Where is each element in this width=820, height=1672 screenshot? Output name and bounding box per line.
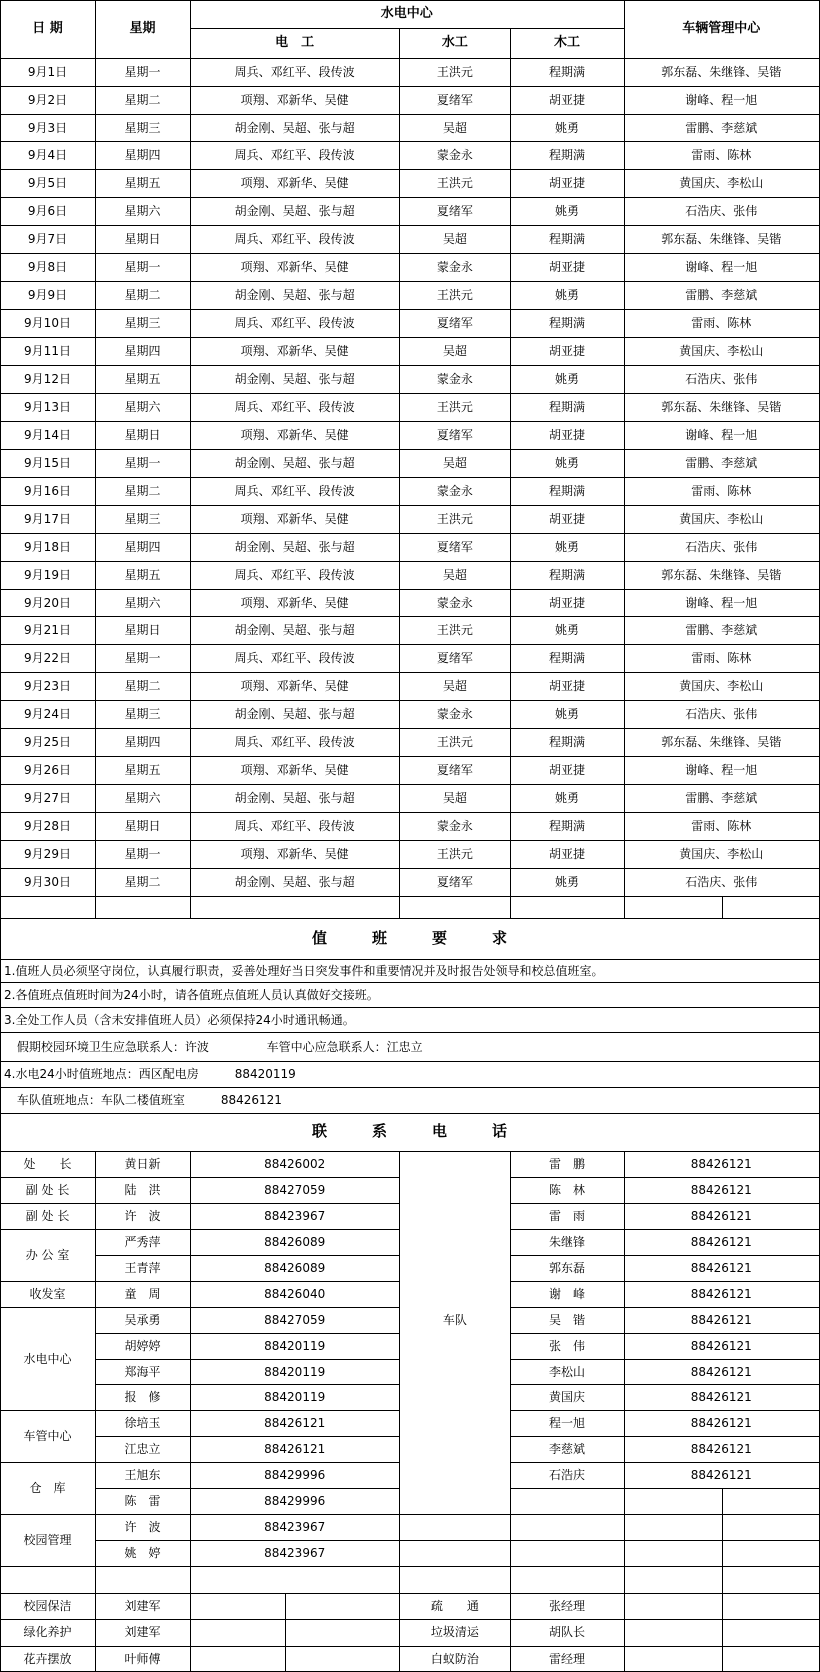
plumber-cell: 蒙金永	[436, 260, 473, 275]
electrician-cell: 周兵、邓红平、段传波	[234, 232, 355, 247]
plumber-cell: 蒙金永	[436, 148, 473, 163]
electrician-cell: 周兵、邓红平、段传波	[234, 651, 355, 666]
plumber-cell: 吴超	[442, 232, 467, 247]
date-cell: 9月22日	[24, 651, 71, 666]
service-item: 白蚁防治	[430, 1651, 479, 1666]
vehicle-cell: 谢峰、程一旭	[685, 595, 758, 610]
contact-name: 徐培玉	[124, 1416, 161, 1431]
fleet-contact-name: 石浩庆	[548, 1468, 585, 1483]
header-plumber: 水工	[441, 35, 468, 51]
carpenter-cell: 程期满	[548, 819, 585, 834]
carpenter-cell: 姚勇	[554, 120, 579, 135]
weekday-cell: 星期四	[124, 735, 161, 750]
weekday-cell: 星期一	[124, 846, 161, 861]
electrician-cell: 胡金刚、吴超、张与超	[234, 707, 355, 722]
contact-phone: 88427059	[264, 1182, 326, 1197]
plumber-cell: 王洪元	[436, 64, 473, 79]
carpenter-cell: 姚勇	[554, 707, 579, 722]
electrician-cell: 胡金刚、吴超、张与超	[234, 288, 355, 303]
contact-group-vehicle: 车管中心	[23, 1429, 72, 1444]
date-cell: 9月27日	[24, 791, 71, 806]
weekday-cell: 星期四	[124, 344, 161, 359]
vehicle-cell: 黄国庆、李松山	[679, 176, 764, 191]
carpenter-cell: 胡亚捷	[548, 595, 585, 610]
carpenter-cell: 程期满	[548, 483, 585, 498]
service-item: 花卉摆放	[23, 1651, 72, 1666]
header-electrician: 电 工	[275, 35, 315, 51]
vehicle-cell: 黄国庆、李松山	[679, 511, 764, 526]
service-item: 绿化养护	[23, 1625, 72, 1640]
date-cell: 9月4日	[27, 148, 68, 163]
plumber-cell: 夏绪军	[436, 92, 473, 107]
carpenter-cell: 姚勇	[554, 371, 579, 386]
carpenter-cell: 胡亚捷	[548, 763, 585, 778]
carpenter-cell: 胡亚捷	[548, 679, 585, 694]
weekday-cell: 星期六	[124, 399, 161, 414]
carpenter-cell: 胡亚捷	[548, 344, 585, 359]
date-cell: 9月18日	[24, 539, 71, 554]
carpenter-cell: 程期满	[548, 567, 585, 582]
carpenter-cell: 姚勇	[554, 455, 579, 470]
fleet-location: 车队值班地点：车队二楼值班室 88426121	[16, 1092, 282, 1107]
electrician-cell: 周兵、邓红平、段传波	[234, 316, 355, 331]
header-date: 日 期	[32, 21, 63, 37]
date-cell: 9月23日	[24, 679, 71, 694]
plumber-cell: 吴超	[442, 791, 467, 806]
vehicle-cell: 石浩庆、张伟	[685, 539, 758, 554]
vehicle-cell: 黄国庆、李松山	[679, 846, 764, 861]
fleet-contact-phone: 88426121	[690, 1208, 752, 1223]
vehicle-cell: 谢峰、程一旭	[685, 92, 758, 107]
vehicle-cell: 石浩庆、张伟	[685, 204, 758, 219]
vehicle-cell: 雷鹏、李慈斌	[685, 120, 758, 135]
service-provider: 刘建军	[124, 1625, 161, 1640]
contact-phone: 88426089	[264, 1260, 326, 1275]
date-cell: 9月24日	[24, 707, 71, 722]
weekday-cell: 星期四	[124, 148, 161, 163]
date-cell: 9月9日	[27, 288, 68, 303]
contact-phone: 88420119	[264, 1390, 326, 1405]
fleet-contact-name: 吴 锴	[548, 1312, 585, 1327]
vehicle-cell: 谢峰、程一旭	[685, 260, 758, 275]
vehicle-cell: 黄国庆、李松山	[679, 344, 764, 359]
weekday-cell: 星期六	[124, 204, 161, 219]
service-item: 校园保洁	[23, 1599, 72, 1614]
weekday-cell: 星期四	[124, 539, 161, 554]
carpenter-cell: 程期满	[548, 651, 585, 666]
vehicle-cell: 郭东磊、朱继锋、吴锴	[661, 64, 782, 79]
contact-name: 陆 洪	[124, 1182, 161, 1197]
date-cell: 9月20日	[24, 595, 71, 610]
vehicle-cell: 雷鹏、李慈斌	[685, 791, 758, 806]
electrician-cell: 项翔、邓新华、吴健	[240, 427, 349, 442]
weekday-cell: 星期一	[124, 64, 161, 79]
vehicle-cell: 雷雨、陈林	[691, 483, 752, 498]
plumber-cell: 王洪元	[436, 511, 473, 526]
carpenter-cell: 胡亚捷	[548, 176, 585, 191]
fleet-contact-name: 雷 鹏	[548, 1156, 585, 1171]
vehicle-cell: 石浩庆、张伟	[685, 371, 758, 386]
date-cell: 9月29日	[24, 846, 71, 861]
electrician-cell: 项翔、邓新华、吴健	[240, 679, 349, 694]
plumber-cell: 王洪元	[436, 846, 473, 861]
weekday-cell: 星期一	[124, 455, 161, 470]
plumber-cell: 蒙金永	[436, 707, 473, 722]
fleet-contact-phone: 88426121	[690, 1182, 752, 1197]
header-carpenter: 木工	[553, 35, 580, 51]
fleet-contact-name: 黄国庆	[548, 1390, 585, 1405]
fleet-contact-phone: 88426121	[690, 1442, 752, 1457]
contact-name: 江忠立	[124, 1442, 161, 1457]
weekday-cell: 星期日	[124, 819, 161, 834]
carpenter-cell: 胡亚捷	[548, 260, 585, 275]
carpenter-cell: 姚勇	[554, 623, 579, 638]
contact-name: 王青萍	[124, 1260, 161, 1275]
contact-group-office: 办 公 室	[25, 1247, 70, 1262]
contact-group-deputy1: 副 处 长	[25, 1182, 70, 1197]
vehicle-cell: 黄国庆、李松山	[679, 679, 764, 694]
fleet-contact-name: 郭东磊	[548, 1260, 585, 1275]
plumber-cell: 吴超	[442, 567, 467, 582]
plumber-cell: 王洪元	[436, 735, 473, 750]
electrician-cell: 项翔、邓新华、吴健	[240, 595, 349, 610]
weekday-cell: 星期五	[124, 371, 161, 386]
service-provider: 胡队长	[548, 1625, 585, 1640]
date-cell: 9月21日	[24, 623, 71, 638]
plumber-cell: 王洪元	[436, 176, 473, 191]
plumber-cell: 夏绪军	[436, 539, 473, 554]
weekday-cell: 星期二	[124, 288, 161, 303]
contact-phone: 88420119	[264, 1338, 326, 1353]
service-provider: 雷经理	[548, 1651, 585, 1666]
contact-name: 胡婷婷	[124, 1338, 161, 1353]
electrician-cell: 胡金刚、吴超、张与超	[234, 623, 355, 638]
service-provider: 张经理	[548, 1599, 585, 1614]
plumber-cell: 蒙金永	[436, 595, 473, 610]
vehicle-cell: 石浩庆、张伟	[685, 874, 758, 889]
contact-group-campus: 校园管理	[23, 1533, 72, 1548]
weekday-cell: 星期三	[124, 511, 161, 526]
plumber-cell: 吴超	[442, 120, 467, 135]
requirement-line: 4.水电24小时值班地点：西区配电房 88420119	[4, 1067, 296, 1082]
vehicle-cell: 雷鹏、李慈斌	[685, 623, 758, 638]
fleet-contact-name: 雷 雨	[548, 1208, 585, 1223]
contact-group-utility: 水电中心	[23, 1351, 72, 1366]
date-cell: 9月15日	[24, 455, 71, 470]
plumber-cell: 夏绪军	[436, 763, 473, 778]
electrician-cell: 项翔、邓新华、吴健	[240, 176, 349, 191]
carpenter-cell: 胡亚捷	[548, 511, 585, 526]
carpenter-cell: 姚勇	[554, 874, 579, 889]
fleet-contact-phone: 88426121	[690, 1416, 752, 1431]
electrician-cell: 项翔、邓新华、吴健	[240, 344, 349, 359]
vehicle-cell: 郭东磊、朱继锋、吴锴	[661, 399, 782, 414]
date-cell: 9月5日	[27, 176, 68, 191]
electrician-cell: 项翔、邓新华、吴健	[240, 260, 349, 275]
plumber-cell: 吴超	[442, 679, 467, 694]
emergency-contact-campus: 假期校园环境卫生应急联系人：许波	[16, 1039, 209, 1054]
date-cell: 9月17日	[24, 511, 71, 526]
date-cell: 9月25日	[24, 735, 71, 750]
date-cell: 9月3日	[27, 120, 68, 135]
vehicle-cell: 雷雨、陈林	[691, 651, 752, 666]
fleet-contact-phone: 88426121	[690, 1260, 752, 1275]
date-cell: 9月30日	[24, 874, 71, 889]
vehicle-cell: 谢峰、程一旭	[685, 763, 758, 778]
fleet-contact-phone: 88426121	[690, 1364, 752, 1379]
electrician-cell: 胡金刚、吴超、张与超	[234, 120, 355, 135]
carpenter-cell: 胡亚捷	[548, 92, 585, 107]
fleet-contact-phone: 88426121	[690, 1338, 752, 1353]
weekday-cell: 星期二	[124, 874, 161, 889]
contact-group-fleet: 车队	[442, 1312, 467, 1327]
vehicle-cell: 雷雨、陈林	[691, 316, 752, 331]
weekday-cell: 星期六	[124, 595, 161, 610]
carpenter-cell: 程期满	[548, 735, 585, 750]
carpenter-cell: 姚勇	[554, 791, 579, 806]
weekday-cell: 星期二	[124, 483, 161, 498]
contact-name: 童 周	[124, 1286, 161, 1301]
weekday-cell: 星期五	[124, 567, 161, 582]
electrician-cell: 周兵、邓红平、段传波	[234, 735, 355, 750]
electrician-cell: 胡金刚、吴超、张与超	[234, 874, 355, 889]
contact-name: 许 波	[124, 1520, 161, 1535]
weekday-cell: 星期日	[124, 232, 161, 247]
requirement-line: 1.值班人员必须坚守岗位，认真履行职责，妥善处理好当日突发事件和重要情况并及时报告处领导和校总值班室。	[4, 963, 604, 978]
contact-name: 黄日新	[124, 1156, 161, 1171]
requirement-line: 3.全处工作人员（含未安排值班人员）必须保持24小时通讯畅通。	[4, 1012, 355, 1027]
carpenter-cell: 姚勇	[554, 539, 579, 554]
service-item: 垃圾清运	[430, 1625, 479, 1640]
fleet-contact-name: 张 伟	[548, 1338, 585, 1353]
service-item: 疏 通	[430, 1599, 479, 1614]
electrician-cell: 周兵、邓红平、段传波	[234, 819, 355, 834]
contact-phone: 88426121	[264, 1416, 326, 1431]
weekday-cell: 星期三	[124, 707, 161, 722]
weekday-cell: 星期二	[124, 92, 161, 107]
fleet-contact-name: 朱继锋	[548, 1234, 585, 1249]
electrician-cell: 周兵、邓红平、段传波	[234, 148, 355, 163]
weekday-cell: 星期三	[124, 316, 161, 331]
contact-name: 陈 雷	[124, 1494, 161, 1509]
weekday-cell: 星期三	[124, 120, 161, 135]
carpenter-cell: 姚勇	[554, 204, 579, 219]
plumber-cell: 夏绪军	[436, 874, 473, 889]
vehicle-cell: 郭东磊、朱继锋、吴锴	[661, 232, 782, 247]
carpenter-cell: 程期满	[548, 316, 585, 331]
carpenter-cell: 姚勇	[554, 288, 579, 303]
contact-name: 严秀萍	[124, 1234, 161, 1249]
electrician-cell: 项翔、邓新华、吴健	[240, 763, 349, 778]
date-cell: 9月11日	[24, 344, 71, 359]
service-provider: 叶师傅	[124, 1651, 161, 1666]
electrician-cell: 项翔、邓新华、吴健	[240, 92, 349, 107]
contact-phone: 88426040	[264, 1286, 326, 1301]
weekday-cell: 星期日	[124, 427, 161, 442]
fleet-contact-phone: 88426121	[690, 1468, 752, 1483]
contact-phone: 88423967	[264, 1208, 326, 1223]
electrician-cell: 项翔、邓新华、吴健	[240, 511, 349, 526]
emergency-contact-vehicle: 车管中心应急联系人：江忠立	[266, 1039, 423, 1054]
vehicle-cell: 雷雨、陈林	[691, 148, 752, 163]
weekday-cell: 星期一	[124, 260, 161, 275]
weekday-cell: 星期五	[124, 176, 161, 191]
fleet-contact-phone: 88426121	[690, 1156, 752, 1171]
date-cell: 9月1日	[27, 64, 68, 79]
date-cell: 9月26日	[24, 763, 71, 778]
fleet-contact-phone: 88426121	[690, 1286, 752, 1301]
contact-phone: 88423967	[264, 1520, 326, 1535]
header-vehicle-center: 车辆管理中心	[682, 21, 761, 37]
electrician-cell: 胡金刚、吴超、张与超	[234, 539, 355, 554]
electrician-cell: 胡金刚、吴超、张与超	[234, 791, 355, 806]
date-cell: 9月6日	[27, 204, 68, 219]
weekday-cell: 星期五	[124, 763, 161, 778]
contact-phone: 88426089	[264, 1234, 326, 1249]
plumber-cell: 王洪元	[436, 623, 473, 638]
vehicle-cell: 郭东磊、朱继锋、吴锴	[661, 567, 782, 582]
carpenter-cell: 胡亚捷	[548, 846, 585, 861]
date-cell: 9月16日	[24, 483, 71, 498]
weekday-cell: 星期一	[124, 651, 161, 666]
vehicle-cell: 雷鹏、李慈斌	[685, 288, 758, 303]
contact-name: 许 波	[124, 1208, 161, 1223]
electrician-cell: 胡金刚、吴超、张与超	[234, 455, 355, 470]
electrician-cell: 周兵、邓红平、段传波	[234, 64, 355, 79]
contact-group-warehouse: 仓 库	[29, 1481, 66, 1496]
contact-phone: 88427059	[264, 1312, 326, 1327]
vehicle-cell: 谢峰、程一旭	[685, 427, 758, 442]
date-cell: 9月10日	[24, 316, 71, 331]
fleet-contact-name: 谢 峰	[548, 1286, 585, 1301]
plumber-cell: 夏绪军	[436, 316, 473, 331]
date-cell: 9月28日	[24, 819, 71, 834]
header-weekday: 星期	[129, 21, 156, 37]
fleet-contact-phone: 88426121	[690, 1312, 752, 1327]
service-provider: 刘建军	[124, 1599, 161, 1614]
date-cell: 9月14日	[24, 427, 71, 442]
electrician-cell: 胡金刚、吴超、张与超	[234, 204, 355, 219]
plumber-cell: 夏绪军	[436, 427, 473, 442]
contact-phone: 88426121	[264, 1442, 326, 1457]
date-cell: 9月8日	[27, 260, 68, 275]
contact-group-director: 处 长	[23, 1156, 72, 1171]
contact-name: 姚 婷	[124, 1546, 161, 1561]
electrician-cell: 项翔、邓新华、吴健	[240, 846, 349, 861]
requirement-line: 2.各值班点值班时间为24小时，请各值班点值班人员认真做好交接班。	[4, 987, 379, 1002]
date-cell: 9月2日	[27, 92, 68, 107]
carpenter-cell: 程期满	[548, 148, 585, 163]
plumber-cell: 夏绪军	[436, 204, 473, 219]
plumber-cell: 蒙金永	[436, 819, 473, 834]
contact-name: 王旭东	[124, 1468, 161, 1483]
carpenter-cell: 程期满	[548, 232, 585, 247]
carpenter-cell: 程期满	[548, 399, 585, 414]
plumber-cell: 蒙金永	[436, 483, 473, 498]
carpenter-cell: 程期满	[548, 64, 585, 79]
electrician-cell: 胡金刚、吴超、张与超	[234, 371, 355, 386]
weekday-cell: 星期日	[124, 623, 161, 638]
date-cell: 9月13日	[24, 399, 71, 414]
electrician-cell: 周兵、邓红平、段传波	[234, 399, 355, 414]
electrician-cell: 周兵、邓红平、段传波	[234, 483, 355, 498]
date-cell: 9月7日	[27, 232, 68, 247]
carpenter-cell: 胡亚捷	[548, 427, 585, 442]
contact-name: 郑海平	[124, 1364, 161, 1379]
fleet-contact-phone: 88426121	[690, 1390, 752, 1405]
electrician-cell: 周兵、邓红平、段传波	[234, 567, 355, 582]
contacts-title: 联 系 电 话	[311, 1122, 507, 1141]
weekday-cell: 星期六	[124, 791, 161, 806]
fleet-contact-name: 李慈斌	[548, 1442, 585, 1457]
contact-group-mailroom: 收发室	[29, 1286, 66, 1301]
vehicle-cell: 郭东磊、朱继锋、吴锴	[661, 735, 782, 750]
vehicle-cell: 雷雨、陈林	[691, 819, 752, 834]
contact-phone: 88420119	[264, 1364, 326, 1379]
date-cell: 9月12日	[24, 371, 71, 386]
plumber-cell: 夏绪军	[436, 651, 473, 666]
fleet-contact-name: 李松山	[548, 1364, 585, 1379]
fleet-contact-name: 程一旭	[548, 1416, 585, 1431]
date-cell: 9月19日	[24, 567, 71, 582]
plumber-cell: 王洪元	[436, 399, 473, 414]
fleet-contact-name: 陈 林	[548, 1182, 585, 1197]
header-utility-center: 水电中心	[380, 6, 433, 22]
contact-name: 吴承勇	[124, 1312, 161, 1327]
contact-phone: 88429996	[264, 1494, 326, 1509]
plumber-cell: 王洪元	[436, 288, 473, 303]
contact-phone: 88429996	[264, 1468, 326, 1483]
plumber-cell: 吴超	[442, 344, 467, 359]
vehicle-cell: 雷鹏、李慈斌	[685, 455, 758, 470]
contact-phone: 88426002	[264, 1156, 326, 1171]
vehicle-cell: 石浩庆、张伟	[685, 707, 758, 722]
weekday-cell: 星期二	[124, 679, 161, 694]
contact-group-deputy2: 副 处 长	[25, 1208, 70, 1223]
plumber-cell: 蒙金永	[436, 371, 473, 386]
contact-phone: 88423967	[264, 1546, 326, 1561]
contact-name: 报 修	[124, 1390, 161, 1405]
plumber-cell: 吴超	[442, 455, 467, 470]
fleet-contact-phone: 88426121	[690, 1234, 752, 1249]
requirements-title: 值 班 要 求	[311, 929, 507, 947]
